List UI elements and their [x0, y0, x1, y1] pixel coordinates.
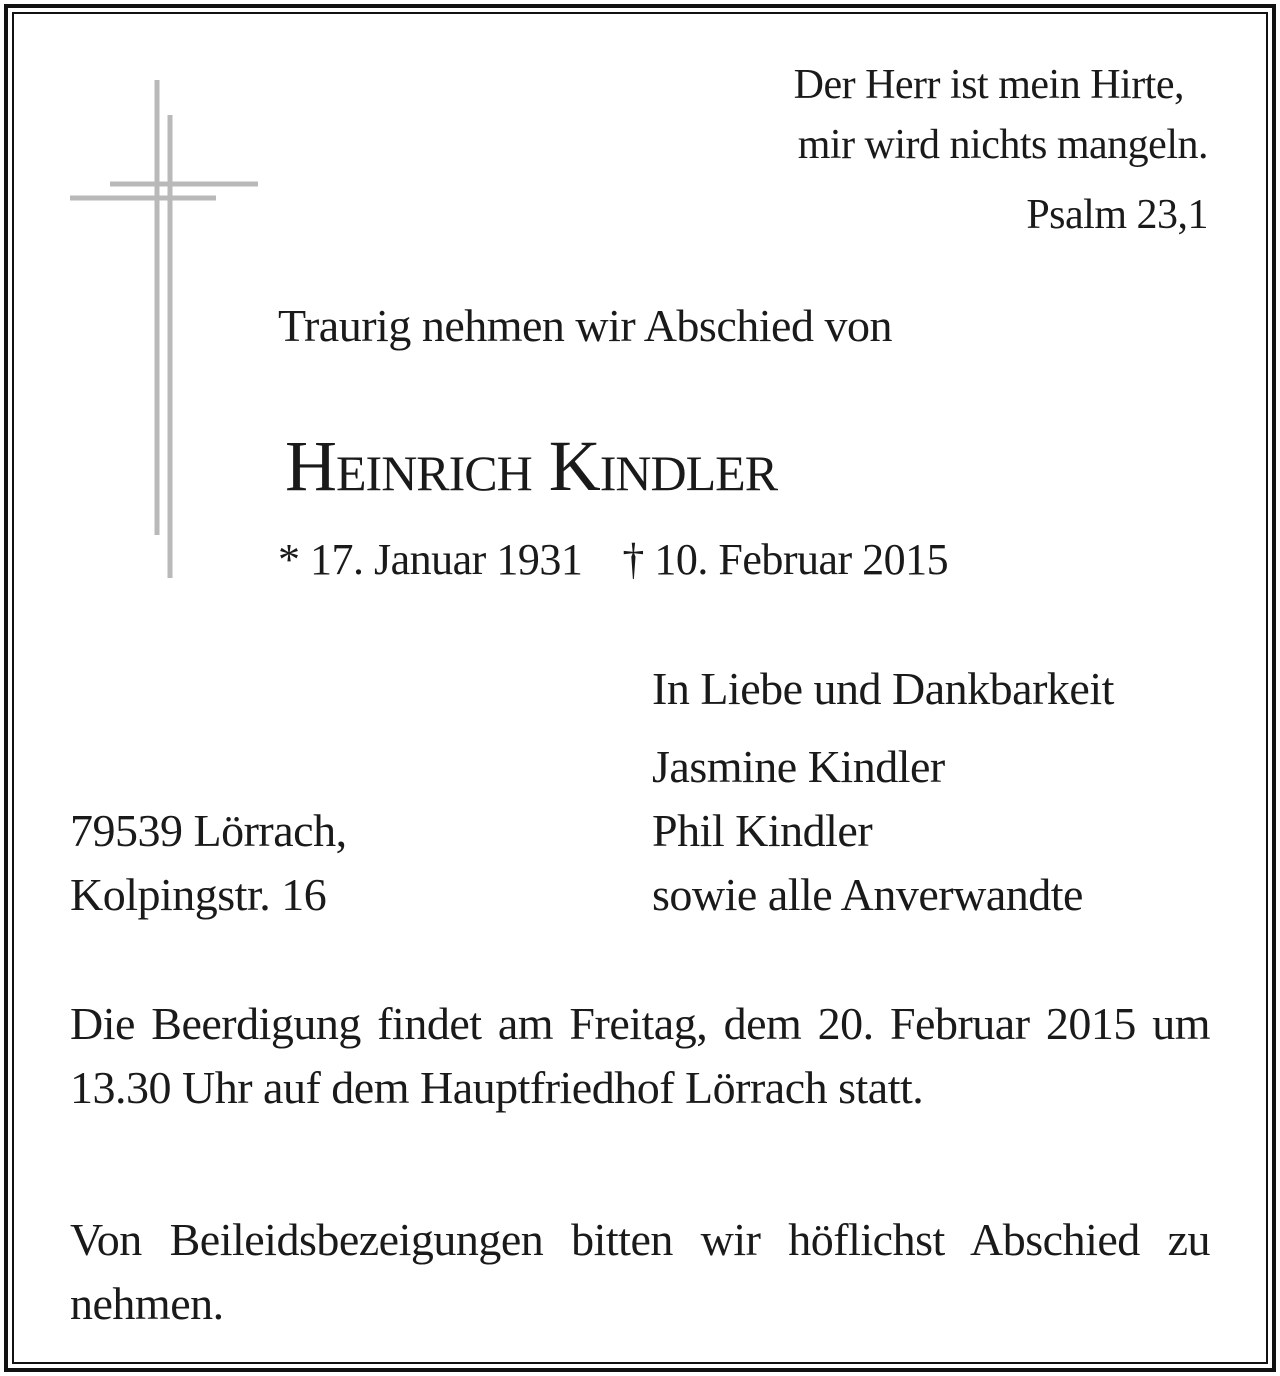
address-street: Kolpingstr. 16	[70, 869, 327, 920]
psalm-reference: Psalm 23,1	[1026, 192, 1208, 238]
dedication-text: In Liebe und Dankbarkeit	[652, 663, 1114, 714]
intro-text: Traurig nehmen wir Abschied von	[278, 300, 892, 351]
cross-icon	[0, 0, 300, 600]
death-date: † 10. Februar 2015	[622, 535, 949, 584]
psalm-line-2: mir wird nichts mangeln.	[797, 122, 1208, 168]
family-member: sowie alle Anverwandte	[652, 869, 1083, 920]
psalm-line-1: Der Herr ist mein Hirte,	[793, 62, 1184, 108]
family-member: Jasmine Kindler	[652, 741, 945, 792]
condolence-notice: Von Beileidsbezeigungen bitten wir höflichst Abschied zu nehmen.	[70, 1214, 1210, 1329]
birth-date: * 17. Januar 1931	[278, 535, 583, 584]
life-dates	[278, 530, 948, 590]
address-city: 79539 Lörrach,	[70, 805, 347, 856]
deceased-name: Heinrich Kindler	[285, 426, 778, 506]
funeral-notice: Die Beerdigung findet am Freitag, dem 20. Februar 2015 um 13.30 Uhr auf dem Hauptfriedhof Lörrach statt.	[70, 998, 1210, 1113]
family-member: Phil Kindler	[652, 805, 873, 856]
